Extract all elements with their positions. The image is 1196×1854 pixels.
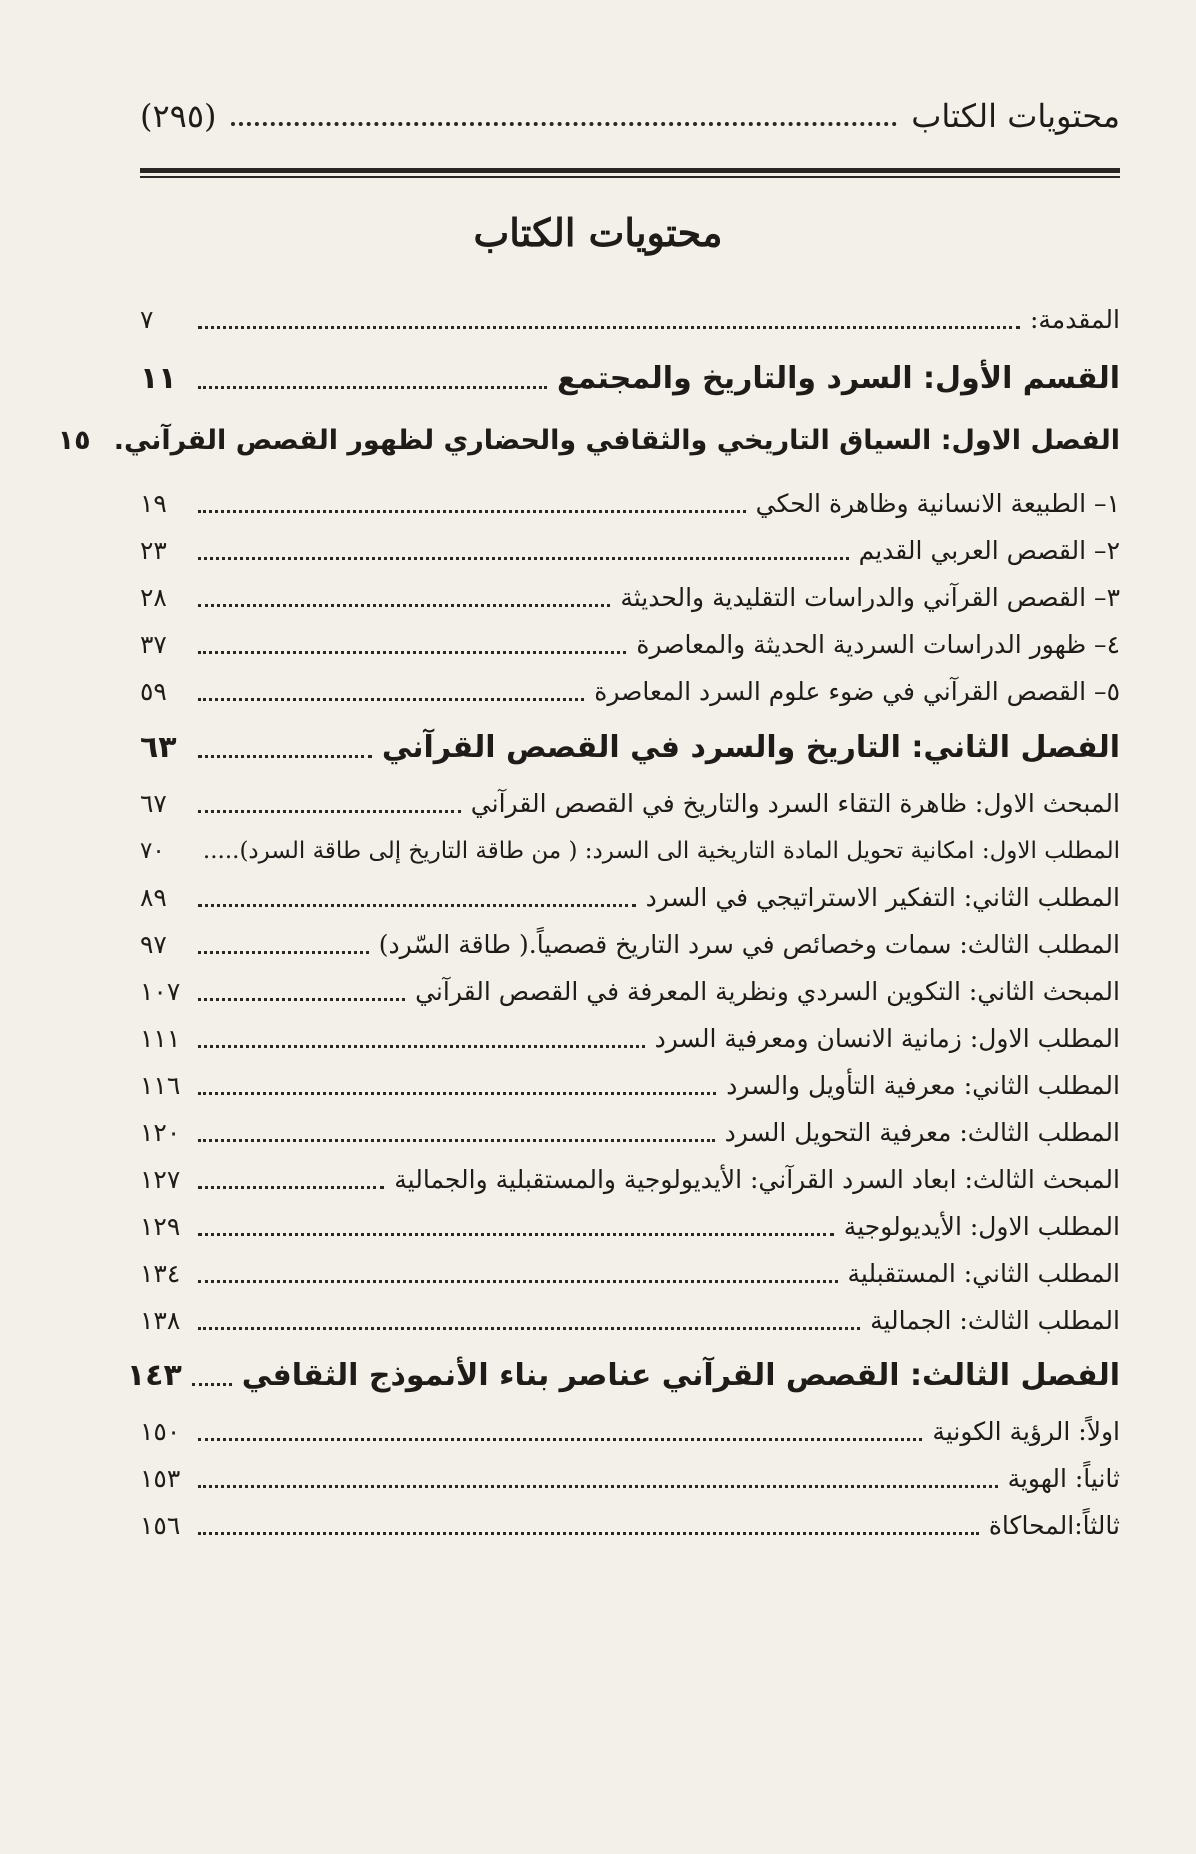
- toc-entry: [140, 672, 1120, 712]
- toc-leader-dots: [192, 1383, 232, 1386]
- toc-leader-dots: [198, 998, 405, 1001]
- toc-entry-label: ١– الطبيعة الانسانية وظاهرة الحكي: [755, 489, 1120, 518]
- toc-leader-dots: [198, 904, 636, 907]
- toc-entry: [140, 1113, 1120, 1153]
- toc-entry-page: ١١٦: [140, 1071, 181, 1100]
- toc-entry-page: ١٢٧: [140, 1165, 181, 1194]
- toc-entry-label: القسم الأول: السرد والتاريخ والمجتمع: [556, 361, 1120, 396]
- toc-leader-dots: [198, 755, 372, 758]
- toc-entry: [140, 972, 1120, 1012]
- toc-entry-label: المطلب الاول: الأيديولوجية: [843, 1212, 1120, 1241]
- toc-entry-label: المقدمة:: [1029, 305, 1120, 334]
- toc-entry: [140, 1254, 1120, 1294]
- toc-entry-page: ٢٨: [140, 583, 167, 612]
- toc-leader-dots: [198, 557, 849, 560]
- toc-entry-page: ١٣٤: [140, 1259, 181, 1288]
- toc-entry: [140, 1459, 1120, 1499]
- toc-entry: [140, 1019, 1120, 1059]
- toc-entry-page: ٨٩: [140, 883, 167, 912]
- toc-leader-dots: [198, 1485, 998, 1488]
- toc-entry: [140, 878, 1120, 918]
- toc-entry: [140, 1207, 1120, 1247]
- toc-leader-dots: [198, 510, 746, 513]
- toc-entry-chapter: [140, 725, 1120, 771]
- toc-entry-label: ثالثاً:المحاكاة: [988, 1511, 1120, 1540]
- toc-leader-dots: [198, 651, 626, 654]
- toc-leader-dots: [198, 1327, 860, 1330]
- toc-entry-label: المبحث الثاني: التكوين السردي ونظرية المعرفة في القصص القرآني: [415, 977, 1120, 1006]
- toc-entry: [140, 1506, 1120, 1546]
- toc-leader-dots: [198, 386, 547, 389]
- toc-leader-dots: [198, 604, 610, 607]
- toc-entry-label: اولاً: الرؤية الكونية: [932, 1417, 1120, 1446]
- toc-entry: [140, 1066, 1120, 1106]
- toc-entry-label: المطلب الاول: امكانية تحويل المادة التاريخية الى السرد: ( من طاقة التاريخ إلى طاقة السرد).....: [202, 838, 1120, 864]
- toc-entry-page: ٧: [140, 305, 154, 334]
- toc-entry-label: المبحث الاول: ظاهرة التقاء السرد والتاريخ في القصص القرآني: [470, 789, 1120, 818]
- toc-entry-page: ٩٧: [140, 930, 167, 959]
- toc-entry-label: المبحث الثالث: ابعاد السرد القرآني: الأيديولوجية والمستقبلية والجمالية: [394, 1165, 1120, 1194]
- toc-entry: [140, 484, 1120, 524]
- toc-entry: [140, 784, 1120, 824]
- toc-entry-label: الفصل الثالث: القصص القرآني عناصر بناء الأنموذج الثقافي: [241, 1358, 1120, 1393]
- toc-entry: [140, 300, 1120, 340]
- header-page-number: (٢٩٥): [140, 97, 217, 135]
- toc-entry-page: ٥٩: [140, 677, 167, 706]
- toc-leader-dots: [198, 1139, 715, 1142]
- toc-leader-dots: [198, 1233, 834, 1236]
- toc-leader-dots: [198, 1045, 645, 1048]
- toc-entry-page: ١١: [140, 361, 177, 396]
- toc-entry: [140, 1412, 1120, 1452]
- toc-leader-dots: [198, 1186, 384, 1189]
- toc-entry: [140, 1301, 1120, 1341]
- toc-entry-label: ثانياً: الهوية: [1007, 1464, 1120, 1493]
- toc-entry-label: المطلب الثالث: معرفية التحويل السرد: [724, 1118, 1120, 1147]
- toc-entry-label: الفصل الاول: السياق التاريخي والثقافي والحضاري لظهور القصص القرآني.: [113, 425, 1120, 456]
- toc-leader-dots: [198, 1438, 922, 1441]
- toc-entry: [140, 831, 1120, 871]
- toc-entry-label: ٣– القصص القرآني والدراسات التقليدية والحديثة: [620, 583, 1120, 612]
- toc-entry-page: ١٢٠: [140, 1118, 181, 1147]
- toc-title: محتويات الكتاب: [473, 210, 723, 255]
- toc-entry-page: ١٤٣: [126, 1358, 182, 1393]
- toc-entry-page: ٦٣: [140, 730, 177, 765]
- toc-leader-dots: [198, 1532, 979, 1535]
- toc-entry-page: ١٥٦: [140, 1511, 181, 1540]
- toc-entry-page: ٢٣: [140, 536, 167, 565]
- header-rule-thick: [140, 168, 1120, 173]
- toc-leader-dots: [198, 810, 461, 813]
- toc-leader-dots: [198, 951, 369, 954]
- toc-leader-dots: [198, 326, 1020, 329]
- toc-entry-label: المطلب الاول: زمانية الانسان ومعرفية السرد: [654, 1024, 1120, 1053]
- toc-entry-label: ٢– القصص العربي القديم: [858, 536, 1120, 565]
- toc-entry-label: المطلب الثاني: التفكير الاستراتيجي في السرد: [645, 883, 1120, 912]
- toc-leader-dots: [198, 698, 584, 701]
- toc-entry-page: ٧٠: [140, 838, 165, 864]
- toc-entry-page: ١٣٨: [140, 1306, 181, 1335]
- toc-entry: [140, 925, 1120, 965]
- toc-entry-page: ١٥: [57, 425, 91, 456]
- toc-entry: [140, 625, 1120, 665]
- toc-leader-dots: [198, 1092, 716, 1095]
- header-title: محتويات الكتاب: [911, 97, 1120, 135]
- header-rule-thin: [140, 176, 1120, 178]
- toc-entry-label: الفصل الثاني: التاريخ والسرد في القصص القرآني: [381, 730, 1120, 765]
- toc-entry-chapter: [126, 1353, 1120, 1399]
- toc-entry-page: ١٥٣: [140, 1464, 181, 1493]
- toc-leader-dots: [198, 1280, 838, 1283]
- header-leader-dots: [231, 122, 898, 126]
- toc-entry: [140, 531, 1120, 571]
- toc-entry-page: ١٩: [140, 489, 167, 518]
- toc-entry-chapter: [57, 418, 1120, 464]
- toc-entry-page: ١١١: [140, 1024, 181, 1053]
- running-header: [140, 96, 1120, 136]
- toc-entry-page: ٣٧: [140, 630, 167, 659]
- toc-entry-label: المطلب الثالث: سمات وخصائص في سرد التاريخ قصصياً.( طاقة السّرد): [378, 930, 1120, 959]
- toc-entry-part: [140, 356, 1120, 402]
- toc-entry-label: المطلب الثاني: المستقبلية: [847, 1259, 1120, 1288]
- toc-entry-page: ١٥٠: [140, 1417, 181, 1446]
- toc-entry-label: ٥– القصص القرآني في ضوء علوم السرد المعاصرة: [594, 677, 1120, 706]
- toc-entry-label: ٤– ظهور الدراسات السردية الحديثة والمعاصرة: [636, 630, 1120, 659]
- toc-entry-page: ١٢٩: [140, 1212, 181, 1241]
- toc-entry-page: ١٠٧: [140, 977, 181, 1006]
- toc-entry: [140, 1160, 1120, 1200]
- toc-entry-page: ٦٧: [140, 789, 167, 818]
- toc-entry: [140, 578, 1120, 618]
- toc-entry-label: المطلب الثاني: معرفية التأويل والسرد: [726, 1071, 1120, 1100]
- toc-entry-label: المطلب الثالث: الجمالية: [870, 1306, 1120, 1335]
